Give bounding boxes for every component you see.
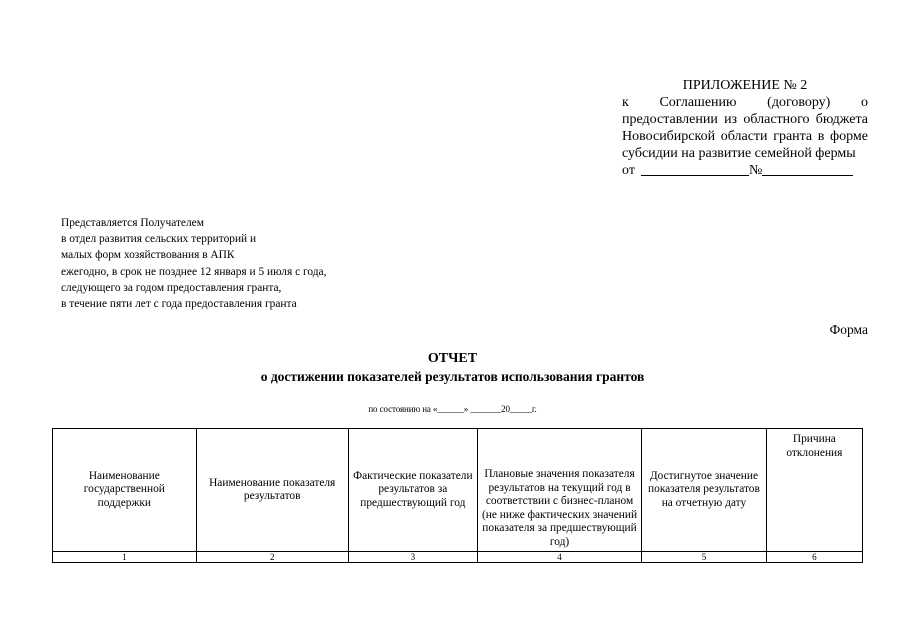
report-title: ОТЧЕТ: [427, 351, 478, 366]
note-line: следующего за годом предоставления гранта,: [61, 281, 282, 294]
note-line: Представляется Получателем: [61, 217, 204, 229]
appendix-date-number-line: [622, 162, 868, 179]
number-blank: [762, 162, 853, 176]
column-number: 4: [477, 552, 641, 563]
note-line: малых форм хозяйствования в АПК: [61, 249, 235, 262]
column-number: 2: [196, 552, 348, 563]
appendix-block: [622, 77, 868, 179]
from-label: от: [622, 163, 635, 178]
appendix-body: к Соглашению (договору) о предоставлении из областного бюджета Новосибирской области гранта в форме субсидии на развитие семейной фермы: [622, 95, 868, 161]
note-line: в течение пяти лет с года предоставления гранта: [61, 298, 297, 311]
date-blank: [641, 162, 749, 176]
column-number: 6: [766, 552, 862, 563]
column-number: 3: [348, 552, 477, 563]
header-cell: Плановые значения показателя результатов на текущий год в соответствии с бизнес-планом (не ниже фактических значений показателя за предшествующий год): [477, 429, 641, 552]
header-cell: Наименование государственной поддержки: [53, 429, 197, 552]
header-cell: Причина отклонения: [766, 429, 862, 552]
report-subtitle: о достижении показателей результатов использования грантов: [260, 369, 645, 384]
form-label: Форма: [829, 322, 868, 337]
table-number-row: [53, 552, 863, 563]
report-table: [52, 428, 863, 563]
header-cell: Достигнутое значение показателя результатов на отчетную дату: [642, 429, 767, 552]
appendix-title: ПРИЛОЖЕНИЕ № 2: [682, 78, 808, 93]
header-cell: Наименование показателя результатов: [196, 429, 348, 552]
number-label: №: [748, 163, 763, 178]
header-cell: Фактические показатели результатов за предшествующий год: [348, 429, 477, 552]
submission-note: [61, 215, 441, 312]
note-line: ежегодно, в срок не позднее 12 января и 5 июля с года,: [61, 265, 327, 278]
as-of-date-line: по состоянию на «______» _______20_____г.: [368, 404, 537, 414]
note-line: в отдел развития сельских территорий и: [61, 233, 257, 246]
column-number: 5: [642, 552, 767, 563]
table-header-row: [53, 429, 863, 552]
column-number: 1: [53, 552, 197, 563]
